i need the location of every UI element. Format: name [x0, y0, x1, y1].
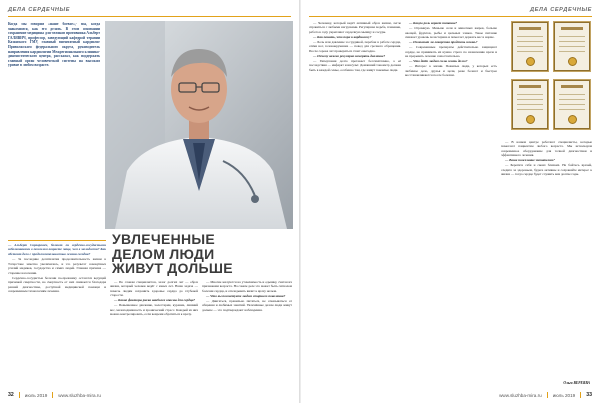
- seal-icon: [526, 115, 535, 124]
- seal-icon: [568, 115, 577, 124]
- article-column-r3: [501, 140, 592, 390]
- left-page: [0, 0, 299, 403]
- paragraph: — Интерес к жизни. Пожилые люди, у которых есть любимое дело, друзья и цели, реже болеют и быстрее восстанавливаются после болезни.: [405, 64, 497, 77]
- footer-divider: [52, 392, 53, 398]
- page-number: 33: [586, 392, 592, 398]
- website-link[interactable]: www.sluzhba-mira.ru: [58, 392, 101, 398]
- paragraph: — По словам специалистов, залог долгих лет — образ жизни, который человек ведёт с юных лет. Наша задача — помочь людям сохранить здоровье сердца до глубокой старости.: [110, 280, 198, 298]
- interview-question: — Какие факторы риска наиболее опасны для сердца?: [114, 298, 196, 303]
- headline-line-1: УВЛЕЧЕННЫЕ: [112, 231, 216, 247]
- paragraph: — Человеку, который ведёт активный образ жизни, легче справиться с любыми нагрузками. Регулярная ходьба, плавание, работа в саду укрепляют сердечную мышцу и сосуды.: [309, 21, 401, 34]
- paragraph: — Боль или давление за грудиной, перебои в работе сердца, отёки ног, головокружение — повод для срочного обращения. После сорока лет проверяться стоит ежегодно.: [309, 40, 401, 53]
- lead-block: [8, 243, 106, 393]
- interview-question: — Ваше пожелание читателям?: [505, 158, 555, 163]
- paragraph: — Берегите себя и своих близких. Не бойтесь врачей, следите за здоровьем, будьте активны и сохраняйте интерес к жизни — тогда сердце будет служить вам долгие годы.: [501, 163, 592, 177]
- issue-date: июль 2019: [24, 392, 48, 398]
- paragraph: — Гипертония долго протекает бессимптомно, а её последствия — инфаркт и инсульт. Домашний тонометр должен быть в каждой семье, особенно там, где живут пожилые люди.: [309, 59, 401, 72]
- certificate-frame: [511, 79, 549, 130]
- seal-icon: [526, 57, 535, 66]
- article-column-l1: [8, 257, 106, 375]
- lead-question: — Альберт Сарварович, болеют ли сердечно-сосудистыми заболеваниями в пожилом возрасте чаще, чем в молодости? Как обстоит дело с продолжительностью жизни сегодня?: [8, 243, 106, 256]
- header-rule-right: [309, 16, 592, 17]
- article-column-l3: [202, 280, 292, 390]
- paragraph: — Двигаться, правильно питаться, не отказываться от общения и любимых занятий. Увлечённые делом люди живут дольше — это подтверждают наблюдения.: [202, 299, 292, 312]
- doctor-portrait-illustration: [105, 21, 293, 229]
- article-column-l2: [110, 280, 198, 390]
- footer-right: [499, 392, 592, 398]
- interview-question: — Что даёт людям силы жить долго?: [409, 59, 468, 63]
- intro-paragraph: Когда мы говорим «наше боевое»,- мы, когда знакомимся, как его делать. В этом основании сохранение медицины для челиков противника Альберт ГАЛЯВИЧ, профессор, заведующий кафедрой терапии Казанского ГМУ, главный внештатный кардиолог Приволжского федерального округа, руководитель направления кардиологии Межрегионального клинико-диагностического центра, рассказал, как поддержать главный орган человеческой системы на высоком уровне в любом возрасте.: [8, 22, 100, 68]
- paragraph: — Современные препараты действительно защищают сердце, но принимать их нужно строго по назначению врача и не прерывать лечение самостоятельно.: [405, 45, 497, 58]
- article-column-r1: [309, 21, 401, 391]
- paragraph: — Огромную. Меньше соли и животных жиров, больше овощей, фруктов, рыбы и цельных злаков. Такое питание снижает уровень холестерина и помогает держать вес в норме.: [405, 26, 497, 39]
- paragraph: Сердечно-сосудистые болезни по-прежнему остаются ведущей причиной смертности, но смертность от них снижается благодаря ранней диагностике, доступной медицинской помощи и современным технологиям лечения.: [8, 275, 106, 294]
- lead-rule: [8, 240, 106, 241]
- footer-divider: [580, 392, 581, 398]
- interview-question: — Помогают ли лекарства продлить жизнь?: [409, 40, 478, 44]
- seal-icon: [568, 57, 577, 66]
- paragraph: — Многие жалуются на утомляемость и одышку, считая их признаками возраста. На самом деле это может быть сигналом болезни сердца, и откладывать визит к врачу нельзя.: [202, 280, 292, 293]
- issue-date: июль 2019: [552, 392, 576, 398]
- headline-line-2: ДЕЛОМ ЛЮДИ: [112, 245, 215, 262]
- footer-left: [8, 392, 101, 398]
- footer-divider: [19, 392, 20, 398]
- author-signature: Ольга ВЕРЕЯВА: [563, 381, 590, 385]
- paragraph: — В нашем центре работают специалисты, которые помогают пациентам любого возраста. Мы используем современное оборудование для точной диагностики и эффективного лечения.: [501, 140, 592, 158]
- website-link[interactable]: www.sluzhba-mira.ru: [499, 392, 542, 398]
- interview-question: — Почему важно регулярно измерять давление?: [313, 53, 386, 58]
- footer-divider: [547, 392, 548, 398]
- certificate-frame: [553, 79, 591, 130]
- article-column-r2: [405, 21, 497, 391]
- article-headline: [112, 232, 298, 276]
- interview-question: — Как понять, что пора к кардиологу?: [313, 34, 372, 39]
- certificate-frame: [511, 21, 549, 72]
- certificates-photo: [511, 21, 593, 136]
- paragraph: — Повышенное давление, холестерин, курение, лишний вес, малоподвижность и хронический стресс. Каждый из них можно контролировать, если вовремя обратиться к врачу.: [110, 303, 198, 317]
- doctor-portrait-photo: [105, 21, 293, 229]
- page-number: 32: [8, 392, 14, 398]
- interview-question: — Что вы посоветуете людям старшего поколения?: [206, 293, 286, 298]
- certificate-frame: [553, 21, 591, 72]
- right-page: [301, 0, 600, 403]
- paragraph: — За последние десятилетия продолжительность жизни в Татарстане заметно увеличилась, и это результат совокупных усилий медиков, государства и самих людей. Главная причина — старение населения.: [8, 257, 106, 275]
- section-rubric-right: ДЕЛА СЕРДЕЧНЫЕ: [529, 7, 592, 13]
- section-rubric-left: ДЕЛА СЕРДЕЧНЫЕ: [8, 7, 71, 13]
- header-rule-left: [8, 16, 291, 17]
- interview-question: — Какую роль играет питание?: [409, 21, 458, 25]
- headline-line-3: ЖИВУТ ДОЛЬШЕ: [112, 260, 233, 276]
